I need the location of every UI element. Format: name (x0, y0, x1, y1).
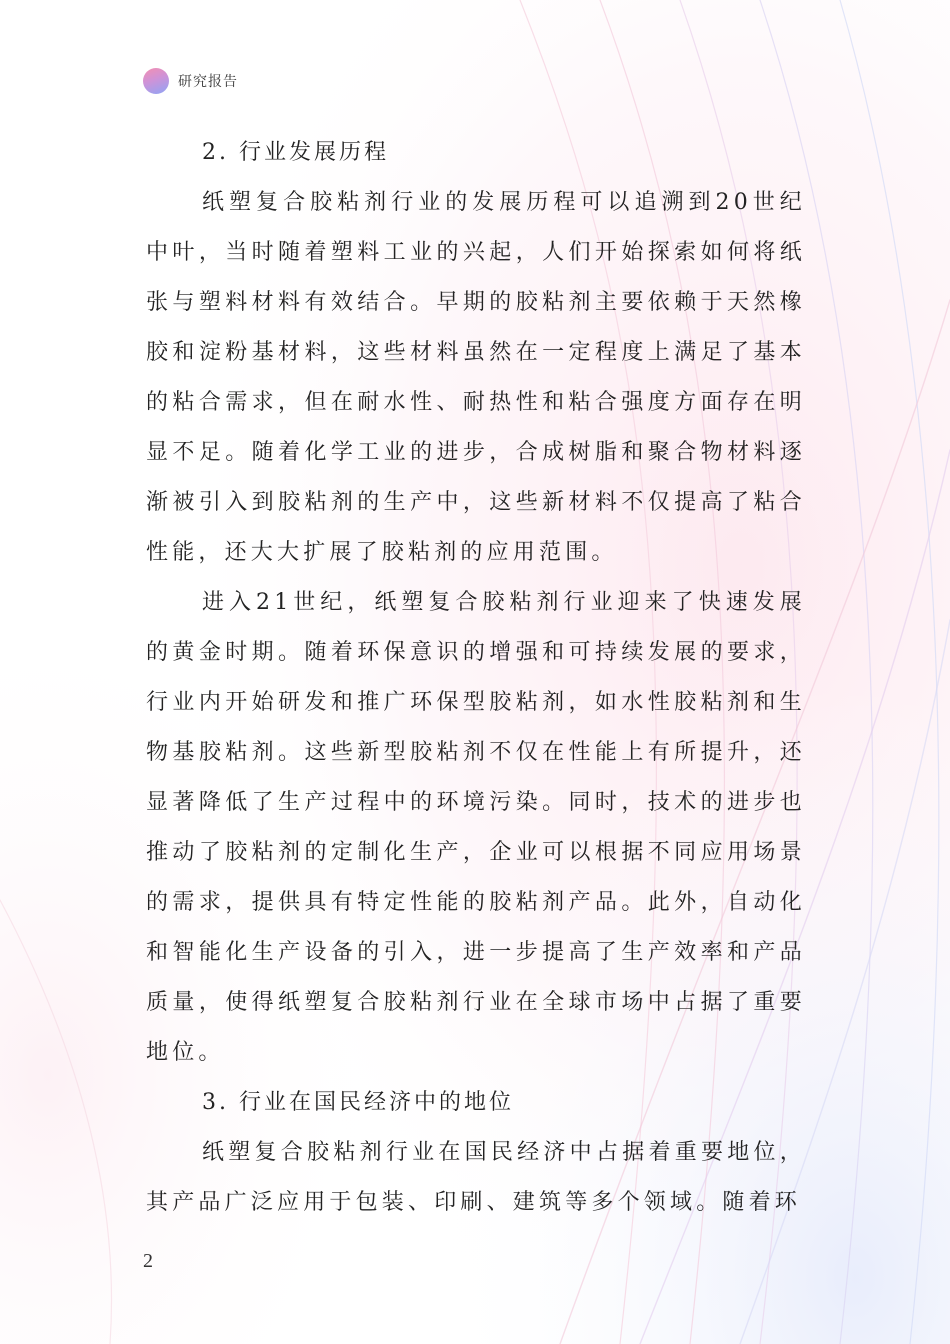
report-logo-icon (143, 68, 169, 94)
report-header (143, 67, 238, 95)
section-2-paragraph-2: 进入21世纪，纸塑复合胶粘剂行业迎来了快速发展的黄金时期。随着环保意识的增强和可持续发展的要求，行业内开始研发和推广环保型胶粘剂，如水性胶粘剂和生物基胶粘剂。这些新型胶粘剂不仅在性能上有所提升，还显著降低了生产过程中的环境污染。同时，技术的进步也推动了胶粘剂的定制化生产，企业可以根据不同应用场景的需求，提供具有特定性能的胶粘剂产品。此外，自动化和智能化生产设备的引入，进一步提高了生产效率和产品质量，使得纸塑复合胶粘剂行业在全球市场中占据了重要地位。 (146, 590, 806, 1065)
section-2-paragraph-1: 纸塑复合胶粘剂行业的发展历程可以追溯到20世纪中叶，当时随着塑料工业的兴起，人们开始探索如何将纸张与塑料材料有效结合。早期的胶粘剂主要依赖于天然橡胶和淀粉基材料，这些材料虽然在一定程度上满足了基本的粘合需求，但在耐水性、耐热性和粘合强度方面存在明显不足。随着化学工业的进步，合成树脂和聚合物材料逐渐被引入到胶粘剂的生产中，这些新材料不仅提高了粘合性能，还大大扩展了胶粘剂的应用范围。 (146, 190, 806, 565)
report-label: 研究报告 (178, 74, 238, 90)
document-body (146, 128, 806, 1228)
section-3-heading: 3. 行业在国民经济中的地位 (202, 1090, 514, 1115)
section-2-heading: 2. 行业发展历程 (202, 140, 389, 165)
page-number: 2 (143, 1250, 153, 1272)
section-3-paragraph-1: 纸塑复合胶粘剂行业在国民经济中占据着重要地位，其产品广泛应用于包装、印刷、建筑等多个领域。随着环 (146, 1140, 806, 1215)
